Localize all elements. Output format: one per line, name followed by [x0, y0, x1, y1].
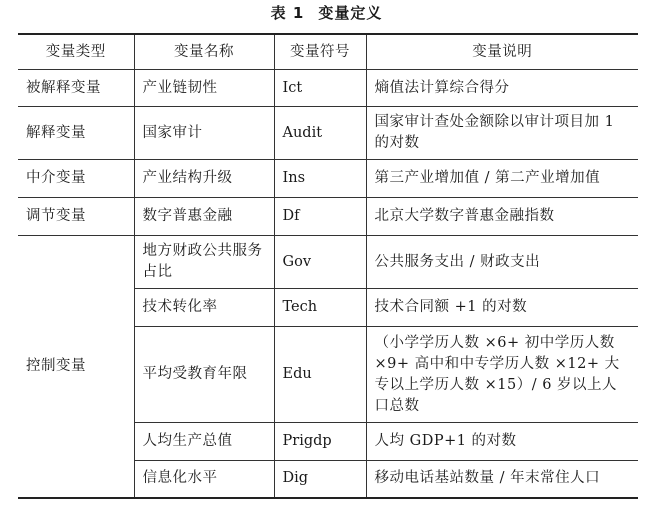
cell-variable-symbol: Audit: [274, 107, 366, 160]
cell-variable-description: 北京大学数字普惠金融指数: [366, 198, 638, 236]
cell-variable-symbol: Df: [274, 198, 366, 236]
cell-variable-name: 数字普惠金融: [134, 198, 274, 236]
cell-variable-name: 产业结构升级: [134, 160, 274, 198]
cell-variable-symbol: Ict: [274, 70, 366, 107]
cell-variable-type: 被解释变量: [18, 70, 134, 107]
cell-variable-description: 技术合同额 +1 的对数: [366, 289, 638, 327]
table-row: [18, 70, 638, 107]
cell-variable-type-control: 控制变量: [18, 236, 134, 498]
table-title: [0, 2, 653, 24]
cell-variable-description: 国家审计查处金额除以审计项目加 1 的对数: [366, 107, 638, 160]
cell-variable-name: 国家审计: [134, 107, 274, 160]
cell-variable-type: 中介变量: [18, 160, 134, 198]
cell-variable-name: 地方财政公共服务占比: [134, 236, 274, 289]
variable-definition-table: [18, 33, 638, 499]
cell-variable-name: 平均受教育年限: [134, 327, 274, 423]
header-variable-symbol: 变量符号: [274, 34, 366, 70]
cell-variable-type: 解释变量: [18, 107, 134, 160]
table-row: [18, 236, 638, 289]
header-variable-type: 变量类型: [18, 34, 134, 70]
cell-variable-description: 熵值法计算综合得分: [366, 70, 638, 107]
cell-variable-name: 技术转化率: [134, 289, 274, 327]
table-row: [18, 160, 638, 198]
table-row: [18, 107, 638, 160]
cell-variable-symbol: Gov: [274, 236, 366, 289]
cell-variable-name: 信息化水平: [134, 461, 274, 498]
table-row: [18, 198, 638, 236]
header-variable-name: 变量名称: [134, 34, 274, 70]
cell-variable-name: 产业链韧性: [134, 70, 274, 107]
cell-variable-symbol: Tech: [274, 289, 366, 327]
header-variable-description: 变量说明: [366, 34, 638, 70]
cell-variable-symbol: Edu: [274, 327, 366, 423]
cell-variable-description: （小学学历人数 ×6+ 初中学历人数 ×9+ 高中和中专学历人数 ×12+ 大专以上学历人数 ×15）/ 6 岁以上人口总数: [366, 327, 638, 423]
cell-variable-symbol: Dig: [274, 461, 366, 498]
table-header-row: [18, 34, 638, 70]
cell-variable-symbol: Prigdp: [274, 423, 366, 461]
cell-variable-name: 人均生产总值: [134, 423, 274, 461]
cell-variable-description: 第三产业增加值 / 第二产业增加值: [366, 160, 638, 198]
cell-variable-description: 公共服务支出 / 财政支出: [366, 236, 638, 289]
cell-variable-description: 移动电话基站数量 / 年末常住人口: [366, 461, 638, 498]
cell-variable-type: 调节变量: [18, 198, 134, 236]
cell-variable-description: 人均 GDP+1 的对数: [366, 423, 638, 461]
cell-variable-symbol: Ins: [274, 160, 366, 198]
table-title-text: 变量定义: [318, 4, 383, 22]
table-number: 表 1: [270, 4, 305, 22]
